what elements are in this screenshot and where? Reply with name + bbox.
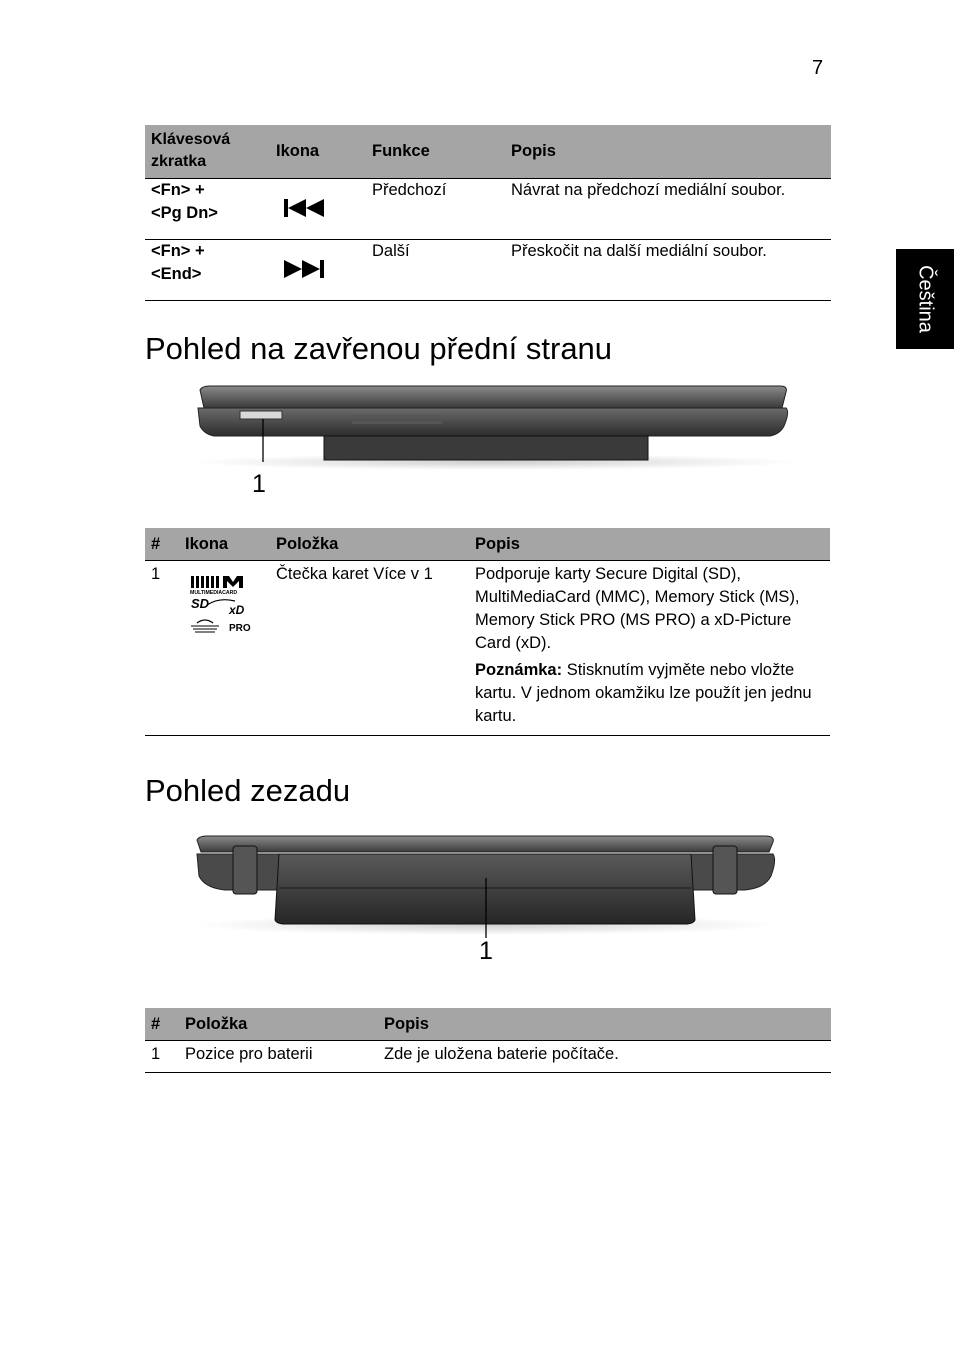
laptop-front-view-image — [180, 380, 810, 470]
table-row — [145, 1040, 831, 1072]
description-cell: Zde je uložena baterie počítače. — [378, 1040, 831, 1072]
header-description: Popis — [378, 1008, 831, 1040]
previous-track-icon — [284, 197, 328, 219]
shortcut-line: <Fn> + — [151, 241, 205, 260]
front-callout-number: 1 — [252, 470, 266, 498]
description-cell: Přeskočit na další mediální soubor. — [505, 239, 831, 300]
item-cell: Pozice pro baterii — [179, 1040, 378, 1072]
shortcut-table — [145, 125, 831, 301]
item-cell: Čtečka karet Více v 1 — [270, 560, 469, 735]
svg-text:MULTIMEDIACARD: MULTIMEDIACARD — [190, 589, 238, 596]
note-body: Stisknutím vyjměte nebo vložte kartu. V jednom okamžiku lze použít jen jednu kartu. — [475, 660, 812, 725]
header-icon: Ikona — [270, 125, 366, 178]
table-row — [145, 178, 831, 239]
header-number: # — [145, 528, 179, 560]
header-number: # — [145, 1008, 179, 1040]
shortcut-line: <Fn> + — [151, 180, 205, 199]
number-cell: 1 — [145, 1040, 179, 1072]
icon-cell — [270, 178, 366, 239]
page-number: 7 — [812, 57, 824, 79]
header-item: Položka — [179, 1008, 378, 1040]
table-row — [145, 239, 831, 300]
section-title-front: Pohled na zavřenou přední stranu — [145, 331, 613, 366]
note-text — [475, 659, 826, 728]
number-cell: 1 — [145, 560, 179, 735]
rear-callout-number: 1 — [479, 937, 493, 965]
shortcut-line: <Pg Dn> — [151, 203, 218, 222]
shortcut-cell — [145, 239, 270, 300]
language-side-tab — [896, 249, 954, 349]
header-shortcut: Klávesová zkratka — [145, 125, 270, 178]
card-reader-logos-icon — [189, 575, 253, 637]
description-cell: Návrat na předchozí mediální soubor. — [505, 178, 831, 239]
header-description: Popis — [469, 528, 830, 560]
shortcut-line: <End> — [151, 264, 202, 283]
language-side-tab-label: Čeština — [914, 265, 937, 333]
description-text: Podporuje karty Secure Digital (SD), MultiMediaCard (MMC), Memory Stick (MS), Memory Stick PRO (MS PRO) a xD-Picture Card (xD). — [475, 564, 800, 652]
note-label: Poznámka: — [475, 660, 563, 679]
header-item: Položka — [270, 528, 469, 560]
svg-text:SD: SD — [191, 595, 210, 611]
header-description: Popis — [505, 125, 831, 178]
next-track-icon — [284, 258, 328, 280]
rear-items-table — [145, 1008, 831, 1073]
function-cell: Další — [366, 239, 505, 300]
svg-text:xD: xD — [229, 602, 245, 617]
icon-cell — [179, 560, 270, 735]
section-title-rear: Pohled zezadu — [145, 773, 351, 808]
svg-text:PRO: PRO — [229, 622, 251, 634]
shortcut-cell — [145, 178, 270, 239]
description-cell — [469, 560, 830, 735]
header-function: Funkce — [366, 125, 505, 178]
icon-cell — [270, 239, 366, 300]
laptop-rear-view-image — [185, 830, 785, 940]
front-items-table — [145, 528, 830, 736]
header-icon: Ikona — [179, 528, 270, 560]
function-cell: Předchozí — [366, 178, 505, 239]
table-row — [145, 560, 830, 735]
